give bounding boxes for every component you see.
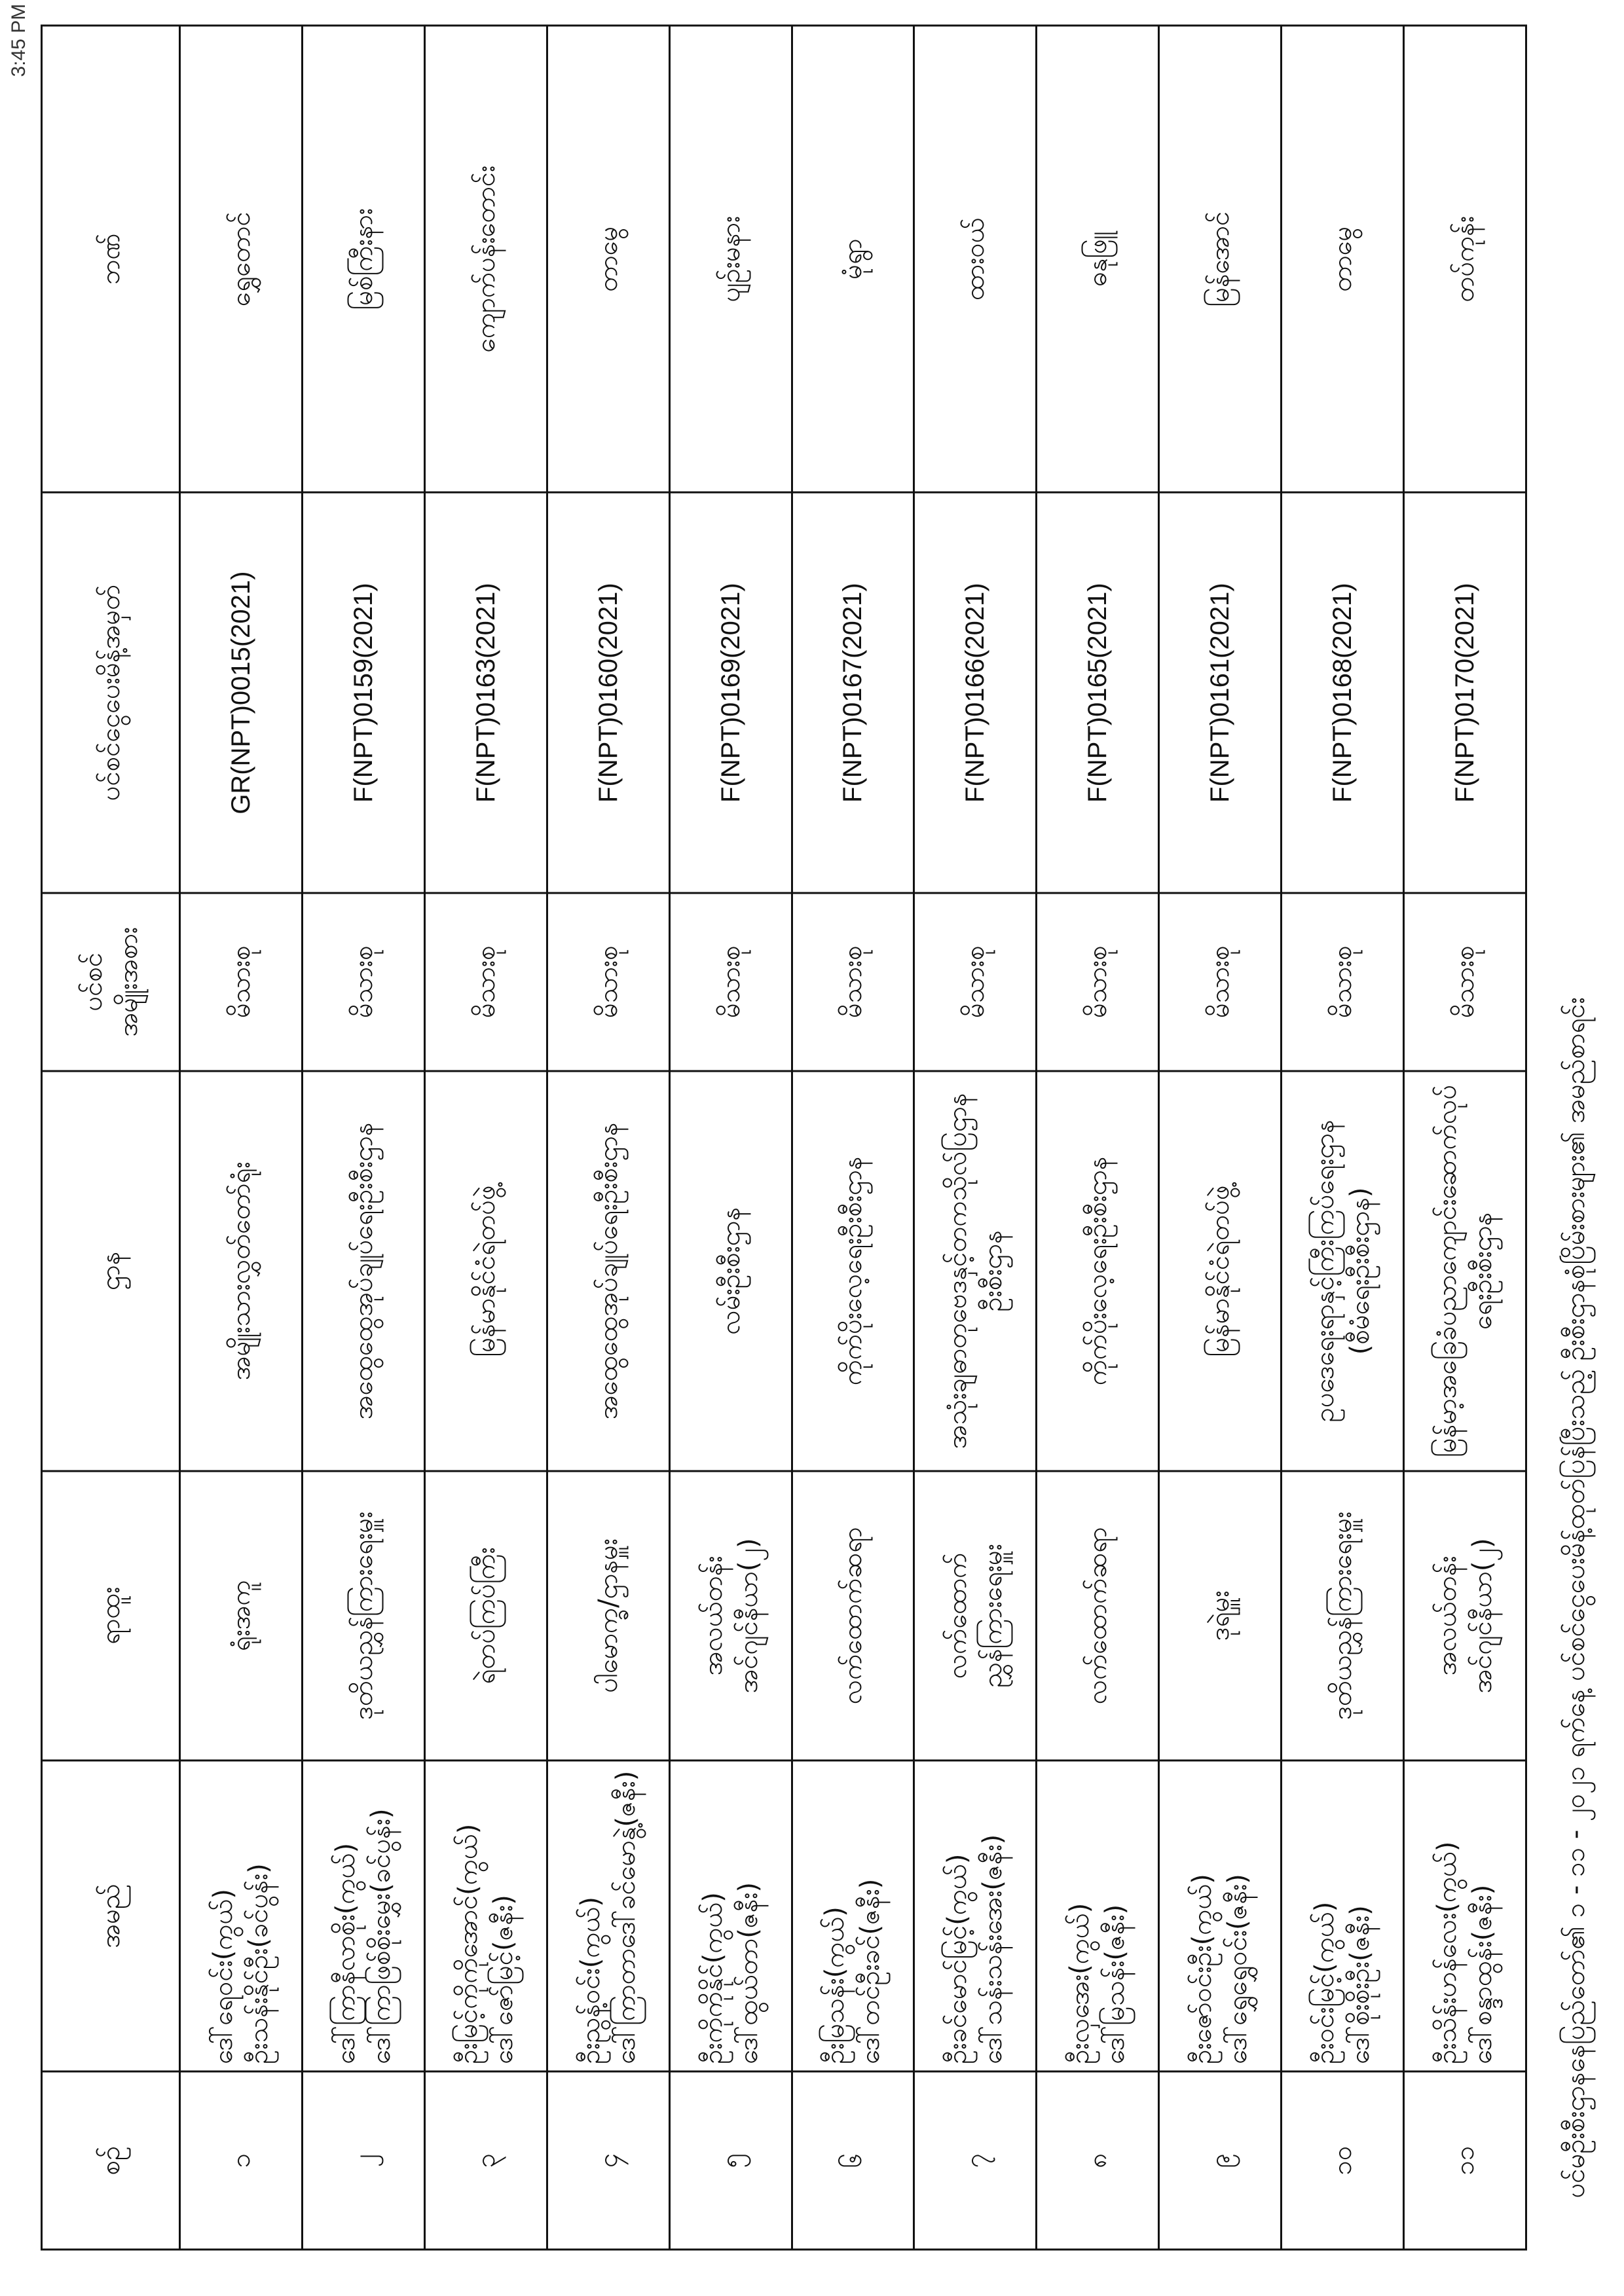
cell-name-line1: ဦးလှအေး(ကွယ်) — [1065, 1903, 1096, 2064]
cell-name-line2: ဒေါ်သန်းသန်းအေး(ဇနီး) — [978, 1834, 1008, 2064]
cell-order-number-line1: F(NPT)0166(2021) — [961, 582, 990, 803]
cell-no — [547, 2071, 669, 2250]
cell-department-line1: မြန်မာ့အခြေခံပညာကျောင်းဆောက်လုပ်ရေးဦးစီးဌာန — [1432, 1084, 1498, 1457]
cell-rank-line2: အင်ဂျင်နီယာ(၂) — [1467, 1537, 1498, 1693]
cell-order-number-line1: F(NPT)0161(2021) — [1206, 582, 1235, 803]
cell-city — [1159, 26, 1282, 492]
cell-city — [669, 26, 792, 492]
cell-department-line1: ကိုက်ပိုးလေ့ရေးဦးစီးဌာန — [1082, 1156, 1113, 1385]
cell-name-line2: ဒေါ်ရွှေရွှေဝင်း(ဇနီး) — [1223, 1873, 1253, 2064]
cell-city-line1: တပ်ကုန်း — [1450, 215, 1480, 302]
cell-rank — [424, 1471, 547, 1760]
cell-pension-type-line1: မိသားစု — [470, 945, 501, 1018]
cell-city — [180, 26, 303, 492]
cell-name — [792, 1760, 914, 2071]
cell-rank-line1: ဒုတိယညွှန်ကြားရေးမှူး — [348, 1511, 378, 1720]
cell-department-line1: လမ်းဦးစီးဌာန — [715, 1207, 746, 1335]
cell-name-line2: ဒေါ်တင်ဦးခင်(ဇနီး) — [855, 1878, 886, 2064]
cell-no-line1: ၆ — [838, 2153, 868, 2168]
cell-name — [1037, 1760, 1159, 2071]
cell-name — [1159, 1760, 1282, 2071]
cell-department — [1404, 1070, 1526, 1470]
cell-name-line1: ဦးခင်မောင်မြင့်(ကွယ်) — [942, 1853, 973, 2064]
cell-rank-line1: ဒုတိယညွှန်ကြားရေးမှူး — [1327, 1511, 1358, 1720]
cell-no-line1: ၄ — [593, 2153, 623, 2168]
cell-name — [302, 1760, 424, 2071]
cell-pension-type — [1282, 892, 1404, 1070]
cell-city-line1: တာမွေ — [1328, 226, 1357, 292]
cell-order-number — [302, 492, 424, 892]
cell-no — [1037, 2071, 1159, 2250]
cell-city — [424, 26, 547, 492]
cell-pension-type-line1: မိသားစု — [348, 945, 378, 1018]
cell-pension-type-line1: မိသားစု — [715, 945, 746, 1018]
cell-name — [424, 1760, 547, 2071]
cell-order-number — [1404, 492, 1526, 892]
header-pension-type-line1: ပင်စင် — [78, 952, 108, 1011]
cell-pension-type — [180, 892, 303, 1070]
cell-department-line1: အထွေထွေအုပ်ချုပ်ရေးဦးစီးဌာန — [348, 1122, 378, 1419]
cell-rank — [1037, 1471, 1159, 1760]
cell-order-number — [914, 492, 1037, 892]
cell-name-line2: ဒေါ်မြသန်း(ဇနီး) — [1100, 1904, 1131, 2064]
header-pension-type-line2: အမျိုးအစား — [113, 926, 143, 1037]
cell-name-line2: ဒေါ်ကြာဖြစ်စိုးမွှေး(ခင်ပွန်း) — [365, 1808, 396, 2064]
cell-order-number-line1: F(NPT)0168(2021) — [1328, 582, 1357, 803]
table-header-row — [42, 26, 180, 2250]
print-timestamp: 3:45 PM — [8, 3, 29, 77]
table-row — [669, 26, 792, 2250]
cell-pension-type-line1: မိသားစု — [225, 945, 256, 1018]
cell-rank-line1: ဒုရဲမှူး — [1205, 1590, 1236, 1641]
cell-no-line1: ၂ — [348, 2153, 378, 2167]
cell-department-line1: မြန်မာနိုင်ငံရဲတပ်ဖွဲ့ — [1205, 1184, 1236, 1357]
cell-name — [669, 1760, 792, 2071]
cell-rank — [547, 1471, 669, 1760]
cell-city — [302, 26, 424, 492]
cell-name-line2: ဒေါ်ကြာတာဒေါ်ခင်မောနွဲ့(ဇနီး) — [610, 1770, 641, 2064]
cell-order-number-line1: F(NPT)0160(2021) — [593, 582, 623, 803]
cell-department-line1: မြန်မာနိုင်ငံရဲတပ်ဖွဲ့ — [470, 1184, 501, 1357]
cell-department — [792, 1070, 914, 1470]
cell-name-line1: ဦးဝင်းမြင့်(ကွယ်) — [1310, 1901, 1340, 2064]
cell-rank-line1: လက်ထောက်ဆရာ — [1082, 1527, 1113, 1704]
cell-department — [547, 1070, 669, 1470]
cell-city — [1282, 26, 1404, 492]
cell-name — [547, 1760, 669, 2071]
cell-no-line1: ၁၀ — [1327, 2145, 1358, 2176]
cell-department — [302, 1070, 424, 1470]
cell-name-line1: ဦးကိုကိုနိုင်(ကွယ်) — [697, 1891, 728, 2064]
cell-name — [1404, 1760, 1526, 2071]
cell-pension-type-line1: မိသားစု — [1327, 945, 1358, 1018]
cell-no — [180, 2071, 303, 2250]
header-name: အမည် — [42, 1760, 180, 2071]
cell-no-line1: ၇ — [960, 2153, 991, 2168]
cell-rank-line1: ရုံးအကူ — [225, 1579, 256, 1651]
cell-no — [792, 2071, 914, 2250]
cell-department — [1282, 1070, 1404, 1470]
cell-name-line1: ဒေါ်ကြာနီလာစိုး(ကွယ်) — [330, 1842, 361, 2064]
cell-pension-type — [547, 892, 669, 1070]
cell-order-number — [547, 492, 669, 892]
cell-city — [914, 26, 1037, 492]
pension-register-table — [41, 24, 1527, 2250]
cell-city-line1: မုံရွာ — [838, 238, 868, 280]
cell-order-number — [180, 492, 303, 892]
cell-name-line1: ဦးဇော်ဝင်းဦး(ကွယ်) — [1187, 1873, 1218, 2064]
cell-city-line1: ထားဝယ် — [961, 217, 990, 301]
cell-rank — [1404, 1471, 1526, 1760]
cell-pension-type-line1: မိသားစု — [1450, 945, 1481, 1018]
table-row — [1404, 26, 1526, 2250]
cell-order-number — [669, 492, 792, 892]
cell-no — [914, 2071, 1037, 2250]
cell-order-number — [1282, 492, 1404, 892]
cell-name-line1: ဦးမြသန်း(ကွယ်) — [820, 1906, 851, 2064]
cell-department — [1159, 1070, 1282, 1470]
cell-city-line1: ရွှေတောင် — [226, 211, 255, 306]
cell-city — [792, 26, 914, 492]
cell-city — [1037, 26, 1159, 492]
cell-rank — [669, 1471, 792, 1760]
cell-pension-type-line1: မိသားစု — [1082, 945, 1113, 1018]
cell-name-line1: ဒေါ်ရေဝင်း(ကွယ်) — [208, 1888, 238, 2064]
cell-rank — [180, 1471, 303, 1760]
cell-rank-line1: အလယ်တန်း — [1432, 1555, 1463, 1675]
cell-pension-type-line1: မိသားစု — [1205, 945, 1236, 1018]
cell-pension-type — [792, 892, 914, 1070]
table-row — [547, 26, 669, 2250]
cell-name — [180, 1760, 303, 2071]
cell-pension-type — [1159, 892, 1282, 1070]
cell-city-line1: မြန်အောင် — [1206, 211, 1235, 307]
cell-department — [669, 1070, 792, 1470]
cell-rank-line2: ညွှန်ကြားရေးမှူး — [978, 1543, 1008, 1688]
cell-name-line2: ဦးသန်းနိုင်ဦး(ခင်ပွန်း) — [243, 1863, 274, 2064]
cell-pension-type — [302, 892, 424, 1070]
cell-department — [424, 1070, 547, 1470]
cell-rank-line1: အလယ်တန်း — [697, 1555, 728, 1675]
cell-name-line1: ဦးသိန်းဟန်လေး(ကွယ်) — [1432, 1840, 1463, 2064]
cell-no — [1282, 2071, 1404, 2250]
cell-rank-line1: လက်ထောက်ဆရာ — [838, 1527, 868, 1704]
cell-department-line1: အထွေထွေအုပ်ချုပ်ရေးဦးစီးဌာန — [593, 1122, 623, 1419]
table-row — [1037, 26, 1159, 2250]
cell-rank-line1: ရဲတပ်ကြပ်ကြီး — [470, 1546, 501, 1685]
cell-rank-line2: အင်ဂျင်နီယာ(၂) — [733, 1537, 764, 1693]
cell-pension-type — [914, 892, 1037, 1070]
cell-order-number — [424, 492, 547, 892]
cell-name-line1: ဦးမြင့်ကိုကိုအောင်(ကွယ်) — [452, 1823, 483, 2064]
cell-no-line1: ၈ — [1082, 2153, 1113, 2168]
cell-order-number-line1: GR(NPT)0015(2021) — [226, 571, 255, 814]
cell-department-line1: အသုံးချဓာတုဗေဒနှင့်တကသိုလ်ပြဌာန — [942, 1093, 973, 1449]
header-department: ဌာန — [42, 1070, 180, 1470]
cell-rank — [1159, 1471, 1282, 1760]
cell-department-line1: ကိုက်ပိုးလေ့ရေးဦးစီးဌာန — [838, 1156, 868, 1385]
cell-no-line1: ၉ — [1205, 2153, 1236, 2168]
cell-name — [1282, 1760, 1404, 2071]
cell-city-line1: ကျောက်ပန်းတောင်း — [471, 165, 500, 353]
cell-order-number — [1159, 492, 1282, 892]
cell-no-line1: ၁ — [225, 2153, 256, 2168]
cell-name — [914, 1760, 1037, 2071]
cell-no — [424, 2071, 547, 2250]
table-row — [302, 26, 424, 2250]
header-order-number: ပင်စင်ငွေပေးမိန့်အမှတ် — [42, 492, 180, 892]
cell-department-line2: ဦးစီးဌာန — [978, 1230, 1008, 1312]
cell-name-line1: ဦးညွန့်ဝင်း(ကွယ်) — [575, 1896, 606, 2064]
cell-no-line1: ၁၁ — [1450, 2145, 1481, 2176]
cell-name-line2: ဒေါ်စန္ဒာထွန်း(ဇနီး) — [1467, 1884, 1498, 2064]
cell-name-line2: ဒေါ်ဇော်မြင့်(ဇနီး) — [488, 1894, 519, 2064]
cell-no — [1159, 2071, 1282, 2250]
table-row — [1159, 26, 1282, 2250]
document-title: ပင်မဦးစီးဌာနနေပြည်တော်၏ ၁ - ၁၁ - ၂၀၂၁ ရက်နေ့ ပင်စင်ငွေပေးမိန့်ထုတ်ပြန်ပြီးသည့် ဦးစီးဌာနစုံပြိမ်းစားများ၏ အမည်စာရင်း — [1560, 996, 1591, 2198]
cell-city-line1: ပျဉ်းမနား — [716, 215, 745, 302]
table-row — [424, 26, 547, 2250]
cell-department — [914, 1070, 1037, 1470]
table-row — [792, 26, 914, 2250]
cell-pension-type — [424, 892, 547, 1070]
cell-pension-type-line1: မိသားစု — [593, 945, 623, 1018]
header-no: စဉ် — [42, 2071, 180, 2250]
table-row — [1282, 26, 1404, 2250]
cell-department — [180, 1070, 303, 1470]
cell-rank-line1: ပါမောက္ခ/ဌာနမှူး — [593, 1538, 623, 1693]
cell-rank — [302, 1471, 424, 1760]
cell-order-number-line1: F(NPT)0167(2021) — [838, 582, 868, 803]
cell-city — [1404, 26, 1526, 492]
cell-rank — [1282, 1471, 1404, 1760]
cell-pension-type-line1: မိသားစု — [838, 945, 868, 1018]
cell-department-line2: (စီမံရေးဦးစီးဌာန) — [1345, 1186, 1376, 1355]
cell-rank — [914, 1471, 1037, 1760]
header-rank: ရာထူး — [42, 1471, 180, 1760]
cell-pension-type — [1404, 892, 1526, 1070]
cell-no-line1: ၃ — [470, 2153, 501, 2168]
cell-order-number — [1037, 492, 1159, 892]
cell-no — [302, 2071, 424, 2250]
cell-order-number-line1: F(NPT)0159(2021) — [348, 582, 378, 803]
cell-city — [547, 26, 669, 492]
cell-order-number-line1: F(NPT)0165(2021) — [1083, 582, 1113, 803]
cell-city-line1: တာမွေ — [593, 226, 623, 292]
cell-pension-type — [669, 892, 792, 1070]
cell-department-line1: အမျိုးသားလွှတ်တော်ရုံး — [225, 1161, 256, 1380]
cell-name-line2: ဒေါ်ထွယ်တာ(ဇနီး) — [733, 1882, 764, 2064]
cell-department-line1: ဥပဒေရေးရာနှင့်ကြီးကြပ်ရေးဌာန — [1310, 1119, 1340, 1422]
cell-pension-type-line1: မိသားစု — [960, 945, 991, 1018]
cell-city-line1: ဓနုဖြူ — [1083, 231, 1113, 287]
header-city: ဘဏ် — [42, 26, 180, 492]
cell-rank-line1: လက်ထောက် — [942, 1552, 973, 1679]
cell-department — [1037, 1070, 1159, 1470]
cell-name-line2: ဒေါ်စိုးစိုးဦး(ဇနီး) — [1345, 1904, 1376, 2064]
cell-order-number-line1: F(NPT)0169(2021) — [716, 582, 745, 803]
cell-order-number-line1: F(NPT)0170(2021) — [1450, 582, 1480, 803]
cell-no — [669, 2071, 792, 2250]
cell-rank — [792, 1471, 914, 1760]
cell-order-number — [792, 492, 914, 892]
table-row — [180, 26, 303, 2250]
cell-pension-type — [1037, 892, 1159, 1070]
cell-no — [1404, 2071, 1526, 2250]
cell-no-line1: ၅ — [715, 2153, 746, 2168]
header-pension-type — [42, 892, 180, 1070]
cell-city-line1: မြစ်ကြီးနား — [348, 208, 378, 310]
cell-order-number-line1: F(NPT)0163(2021) — [471, 582, 500, 803]
table-row — [914, 26, 1037, 2250]
